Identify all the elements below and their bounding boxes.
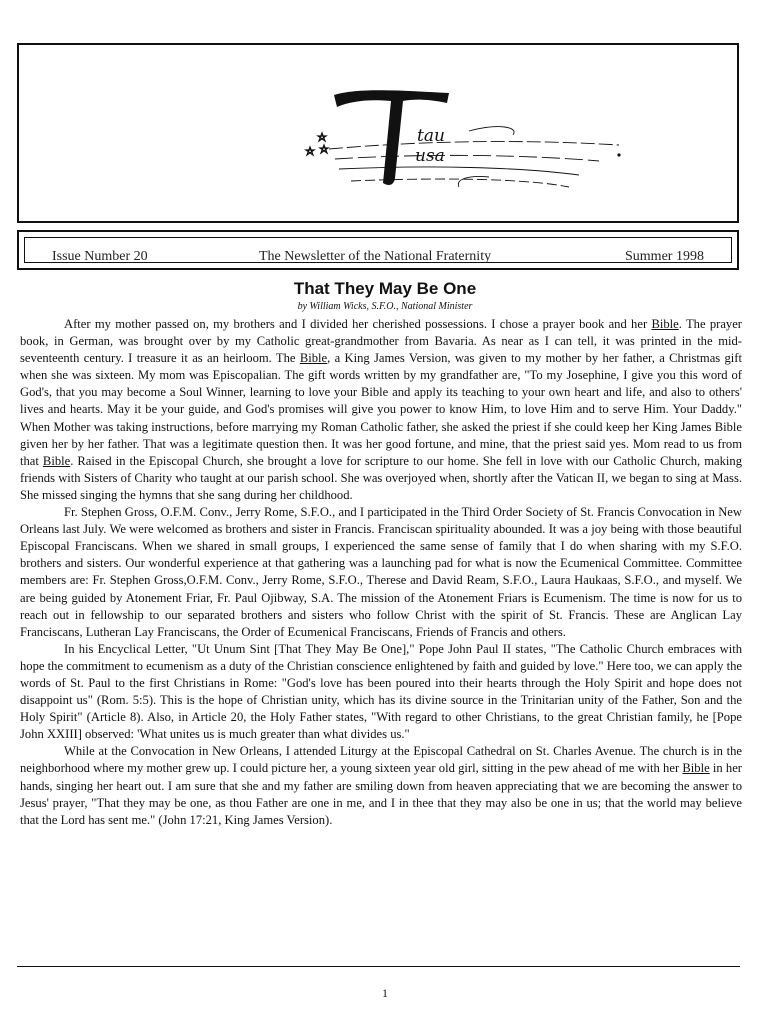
paragraph-4: While at the Convocation in New Orleans, I attended Liturgy at the Episcopal Cathedral on St. Charles Avenue. The church is in the neighborhood where my mother grew up. I could picture her, a young sixteen year old girl, sitting in the pew ahead of me with her Bible in her hands, singing her heart out. I am sure that she and my father are smiling down from heaven appreciating that we are becoming the answer to Jesus' prayer, "That they may be one, as thou Father are one in me, and I in thee that they may also be one in us; that the world may believe that the Lord has sent me." (John 17:21, King James Version). (20, 744, 742, 827)
dot-icon (617, 153, 620, 156)
bible-word: Bible (42, 453, 71, 468)
paragraph-2: Fr. Stephen Gross, O.F.M. Conv., Jerry Rome, S.F.O., and I participated in the Third Order Society of St. Francis Convocation in New Orleans last July. We were welcomed as brothers and sister in Francis. Franciscan spirituality abounded. It was a joy being with those beautiful Episcopal Franciscans. When we shared in small groups, I experienced the same sense of family that I do when sharing with my S.F.O. brothers and sisters. Our wonderful experience at that gathering was a launching pad for what is now the Ecumenical Committee. Committee members are: Fr. Stephen Gross,O.F.M. Conv., Jerry Rome, S.F.O., Therese and David Ream, S.F.O., Laura Haukaas, S.F.O., and myself. We are being guided by Atonement Friar, Fr. Paul Ojibway, S.A. The mission of the Atonement Friars is Ecumenism. The time is now for us to reach out in fellowship to our separated brothers and sisters who follow Christ with the spirit of St. Francis. These are Anglican Lay Franciscans, Lutheran Lay Franciscans, the Order of Ecumenical Franciscans, Friends of Francis and others. (20, 505, 742, 639)
swoosh-lines (329, 127, 619, 187)
newsletter-name: The Newsletter of the National Fraternity (259, 249, 492, 264)
bible-word: Bible (682, 761, 710, 776)
bible-word: Bible (651, 317, 679, 331)
bible-word: Bible (299, 351, 328, 366)
masthead-box (17, 43, 739, 223)
logo-word-usa: usa (415, 146, 445, 166)
article-byline: by William Wicks, S.F.O., National Minister (297, 301, 473, 312)
page-number: 1 (382, 986, 388, 1000)
tau-usa-logo (299, 83, 629, 193)
article-body (20, 316, 742, 829)
paragraph-3: In his Encyclical Letter, "Ut Unum Sint [That They May Be One]," Pope John Paul II states, "The Catholic Church embraces with hope the commitment to ecumenism as a duty of the Christian conscience enlightened by faith and guided by love." Here too, we can apply the words of St. Paul to the first Christians in Rome: "God's love has been poured into their hearts through the Holy Spirit and hope does not disappoint us" (Rom. 5:5). This is the hope of Christian unity, which has its divine source in the Trinitarian unity of the Father, Son and the Holy Spirit" (Article 8). Also, in Article 20, the Holy Father states, "With regard to other Christians, to the great Christian family, he [Pope John XXIII] observed: 'What unites us is much greater than what divides us." (20, 641, 742, 742)
issue-bar (17, 230, 739, 270)
star-icon (306, 133, 328, 155)
issue-number: Issue Number 20 (52, 249, 148, 264)
logo-word-tau: tau (417, 126, 445, 146)
article-title: That They May Be One (293, 279, 477, 298)
paragraph-1: After my mother passed on, my brothers and I divided her cherished possessions. I chose a prayer book and her Bible. The prayer book, in German, was brought over by my Catholic great-grandmother from Bavaria. As near as I can tell, it was printed in the mid-seventeenth century. I treasure it as an heirloom. The Bible, a King James Version, was given to my mother by her father, a Christmas gift when she was sixteen. My mom was Episcopalian. The gift words written by my grandfather are, "To my Josephine, I give you this word of God's, that you may become a Soul Winner, learning to love your Bible and apply its teaching to your own heart and life, and also to others' lives and hearts. May it be your guide, and God's promises will give you power to know Him, to love Him and to serve Him. Your Daddy." When Mother was taking instructions, before marrying my Roman Catholic father, she asked the priest if she could keep her King James Bible given her by her father. That was a legitimate question then. It was her good fortune, and mine, that the priest said yes. Mom read to us from that Bible. Raised in the Episcopal Church, she brought a love for scripture to our home. She fell in love with our Catholic Church, making friends with Sisters of Charity who taught at our parish school. She was overjoyed when, shortly after the Vatican II, we began to sing at Mass. She missed singing the hymns that she sang during her childhood. (20, 317, 742, 502)
issue-season: Summer 1998 (625, 249, 704, 264)
footer-rule (17, 966, 740, 967)
